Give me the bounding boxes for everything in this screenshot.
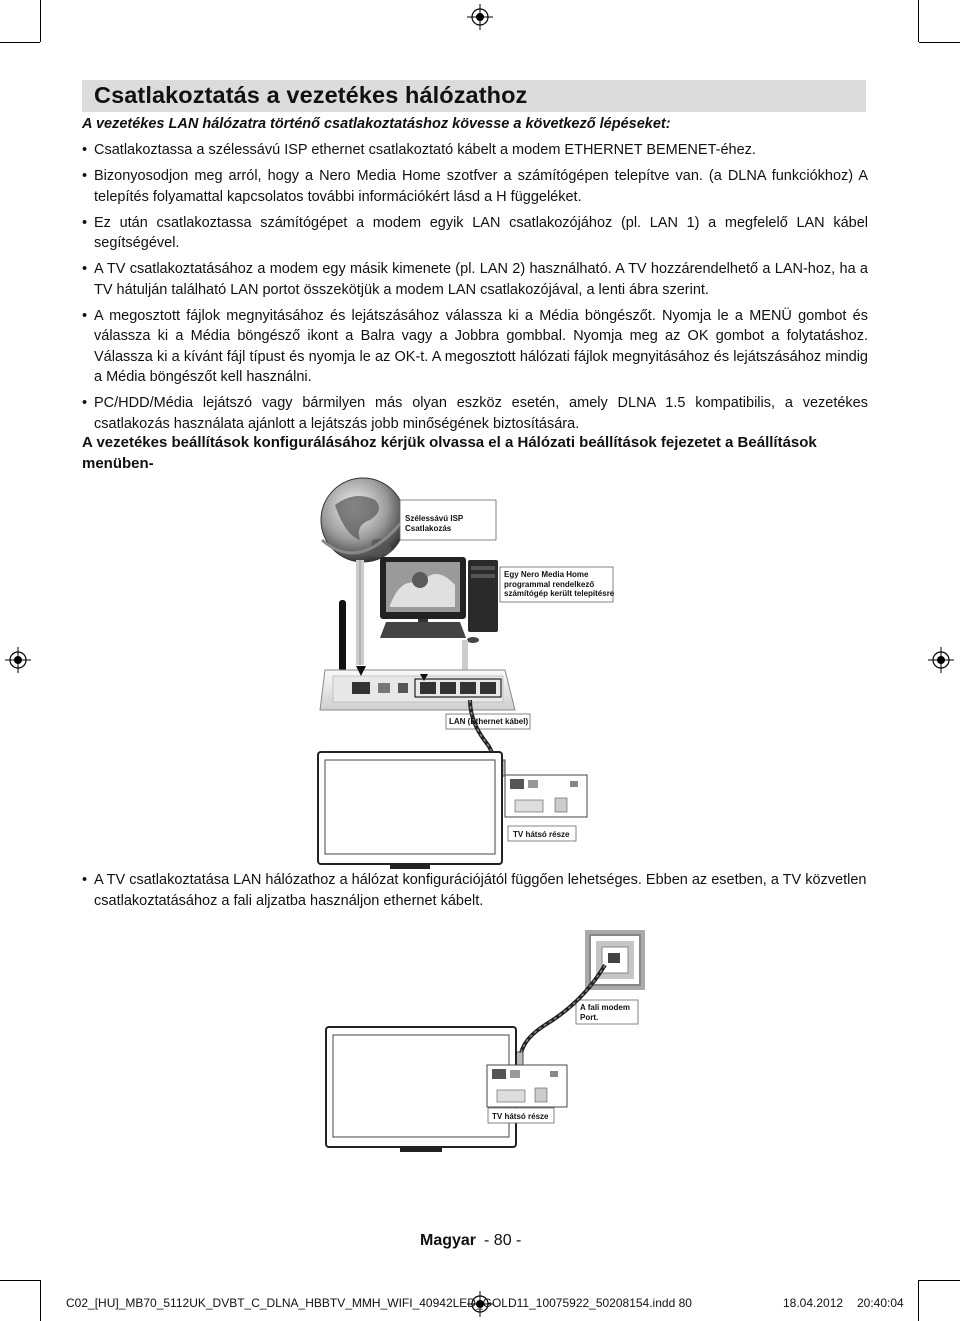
page-number: - 80 - (484, 1232, 522, 1249)
tv-back-panel (505, 775, 587, 817)
lan-cable-label: LAN (Ethernet kábel) (449, 717, 529, 726)
computer-icon (380, 557, 498, 643)
list-item: • Ez után csatlakoztassa számítógépet a modem egyik LAN csatlakozójához (pl. LAN 1) a megfelelő LAN kábel segítségével. (82, 213, 868, 254)
list-item: • A TV csatlakoztatása LAN hálózathoz a hálózat konfigurációjától függően lehetséges. Ebben az esetben, a TV közvetlen csatlakoztatásához a fali aljzatba használjon ethernet kábelt. (82, 870, 868, 911)
footer-date: 18.04.2012 (783, 1296, 844, 1310)
instruction-list-2 (82, 870, 868, 911)
page-title: Csatlakoztatás a vezetékes hálózathoz (94, 82, 528, 108)
list-item: • A TV csatlakoztatásához a modem egy másik kimenete (pl. LAN 2) használható. A TV hozzárendelhető a LAN-hoz, ha a TV hátulján található LAN portot összekötjük a modem LAN csatlakozójával, a lenti ábra szerint. (82, 259, 868, 300)
footer-filename: C02_[HU]_MB70_5112UK_DVBT_C_DLNA_HBBTV_MMH_WIFI_40942LED_GOLD11_10075922_50208154.indd 80 (66, 1296, 692, 1310)
modem-icon (320, 666, 515, 710)
isp-connection-label: Szélessávú ISP Csatlakozás (405, 514, 464, 533)
list-item: • PC/HDD/Média lejátszó vagy bármilyen más olyan eszköz esetén, amely DLNA 1.5 kompatibilis, a vezetékes csatlakozás használata ajánlott a lejátszás jobb minőségének biztosítására. (82, 393, 868, 434)
footer-language: Magyar (420, 1232, 477, 1249)
footer-time: 20:40:04 (857, 1296, 904, 1310)
globe-icon (321, 478, 407, 562)
wall-port-label: A fali modem Port. (580, 1003, 630, 1022)
tv-icon (318, 752, 502, 869)
page-footer (420, 1232, 521, 1250)
pc-label: Egy Nero Media Home programmal rendelkező számítógép került telepítésre (504, 570, 615, 598)
tv-back-label: TV hátsó része (492, 1112, 549, 1121)
list-item: • A megosztott fájlok megnyitásához és lejátszásához válassza ki a Média böngészőt. Nyomja le a MENÜ gombot és válassza ki a Média böngésző ikont a Balra vagy a Jobbra gombbal. Nyomja meg az OK gombot a folytatáshoz. Válassza ki a kívánt fájl típust és nyomja le az OK-t. A megosztott hálózati fájlok megnyitásához és lejátszásához mindig a Média böngészőt kell használni. (82, 306, 868, 388)
tv-back-panel (487, 1065, 567, 1107)
section-subtitle: A vezetékes LAN hálózatra történő csatlakoztatáshoz kövesse a következő lépéseket: (82, 116, 671, 132)
antenna-icon (339, 600, 346, 672)
list-item: • Bizonyosodjon meg arról, hogy a Nero Media Home szotfver a számítógépen telepítve van. (a DLNA funkciókhoz) A telepítés folyamattal kapcsolatos további információkért lásd a H függeléket. (82, 166, 868, 207)
list-item: • Csatlakoztassa a szélessávú ISP ethernet csatlakoztató kábelt a modem ETHERNET BEMENET-éhez. (82, 140, 868, 161)
settings-note: A vezetékes beállítások konfigurálásához kérjük olvassa el a Hálózati beállítások fejezetet a Beállítások menüben- (82, 434, 817, 472)
tv-back-label: TV hátsó része (513, 830, 570, 839)
